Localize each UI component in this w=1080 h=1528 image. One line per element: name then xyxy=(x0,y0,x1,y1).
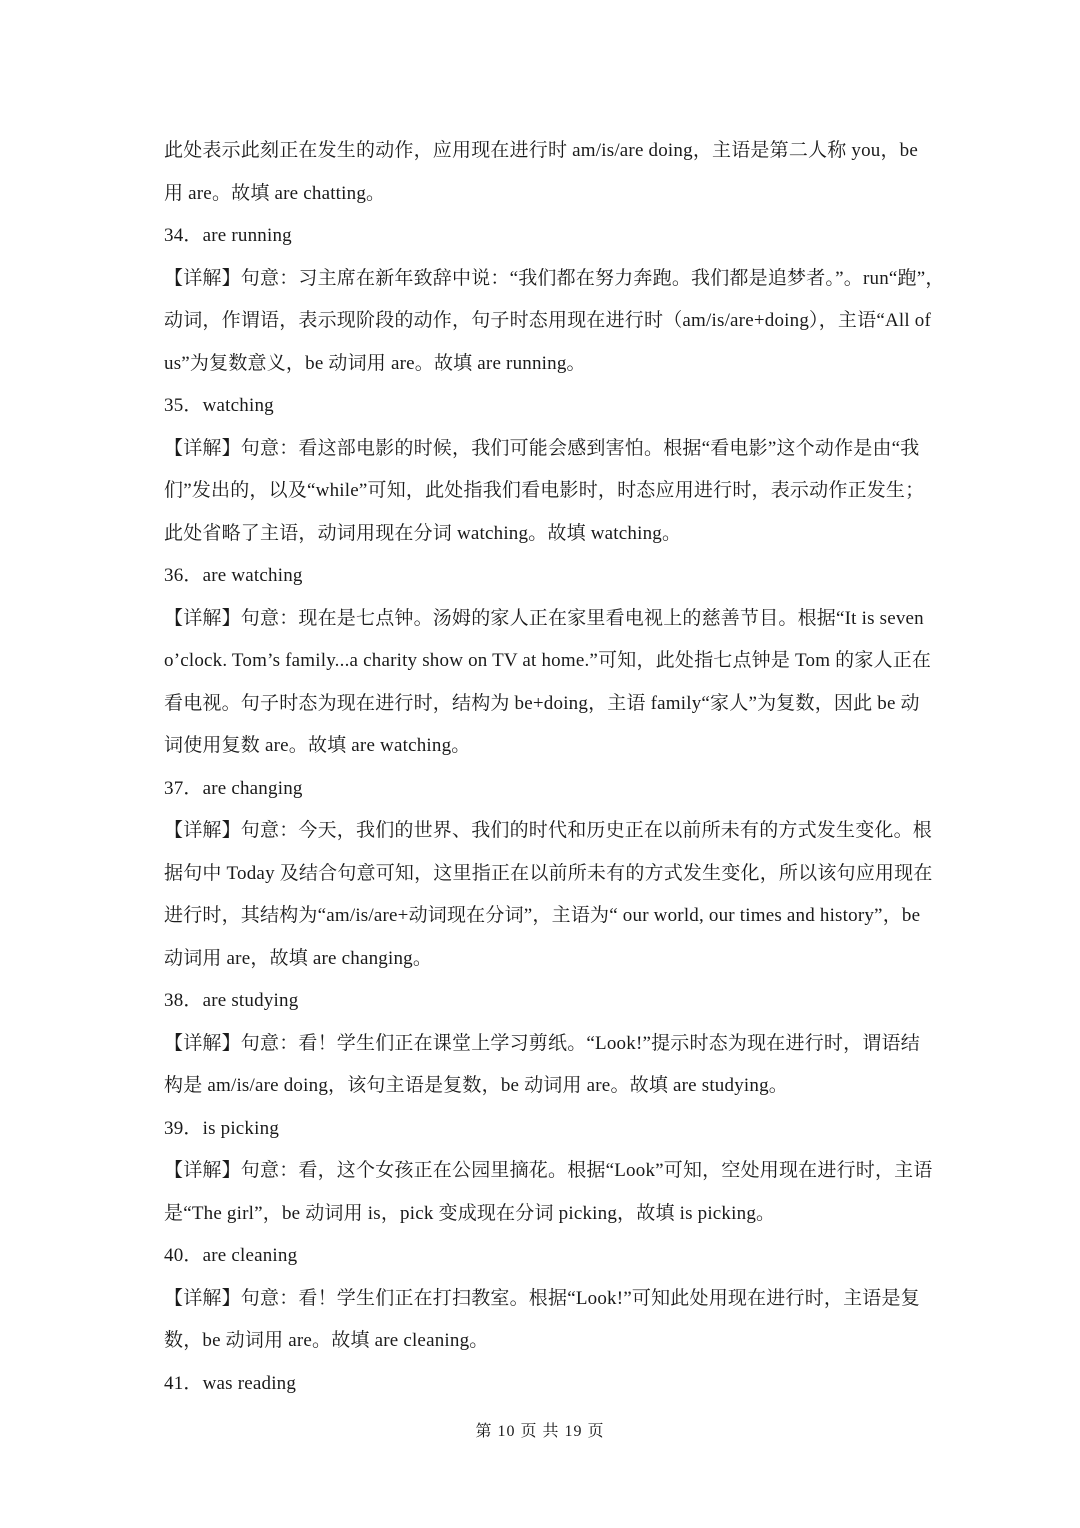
explanation-line: 【详解】句意：习主席在新年致辞中说：“我们都在努力奔跑。我们都是追梦者。”。run“跑”， xyxy=(164,267,945,289)
answer-40: 40．are cleaning xyxy=(164,1245,298,1266)
answer-38: 38．are studying xyxy=(164,990,299,1011)
explanation-line: 【详解】句意：今天，我们的世界、我们的时代和历史正在以前所未有的方式发生变化。根 xyxy=(164,820,933,841)
answer-39: 39．is picking xyxy=(164,1117,280,1139)
answer-34: 34．are running xyxy=(164,225,292,246)
answer-35: 35．watching xyxy=(164,395,274,416)
explanation-line: 【详解】句意：看这部电影的时候，我们可能会感到害怕。根据“看电影”这个动作是由“我 xyxy=(164,437,920,459)
text-line: 进行时，其结构为“am/is/are+动词现在分词”，主语为“ our world, our times and history”，be xyxy=(164,905,921,926)
explanation-line: 【详解】句意：现在是七点钟。汤姆的家人正在家里看电视上的慈善节目。根据“It is seven xyxy=(164,607,924,629)
text-line: 数，be 动词用 are。故填 are cleaning。 xyxy=(164,1330,489,1351)
text-line: 动词，作谓语，表示现阶段的动作，句子时态用现在进行时（am/is/are+doing），主语“All of xyxy=(164,310,932,331)
text-line: 们”发出的，以及“while”可知，此处指我们看电影时，时态应用进行时，表示动作正发生； xyxy=(164,480,925,501)
explanation-line: 【详解】句意：看，这个女孩正在公园里摘花。根据“Look”可知，空处用现在进行时，主语 xyxy=(164,1160,933,1181)
answer-explanations xyxy=(164,130,945,1405)
text-line: 是“The girl”，be 动词用 is，pick 变成现在分词 picking，故填 is picking。 xyxy=(164,1202,776,1224)
explanation-line: 【详解】句意：看！学生们正在课堂上学习剪纸。“Look!”提示时态为现在进行时，谓语结 xyxy=(164,1032,920,1054)
text-line: 构是 am/is/are doing，该句主语是复数，be 动词用 are。故填 are studying。 xyxy=(164,1075,788,1096)
answer-41: 41．was reading xyxy=(164,1372,297,1394)
answer-37: 37．are changing xyxy=(164,777,303,799)
text-line: us”为复数意义，be 动词用 are。故填 are running。 xyxy=(164,352,586,374)
explanation-line: 【详解】句意：看！学生们正在打扫教室。根据“Look!”可知此处用现在进行时，主语是复 xyxy=(164,1287,920,1309)
text-line: 动词用 are，故填 are changing。 xyxy=(164,947,433,969)
text-line: 词使用复数 are。故填 are watching。 xyxy=(164,735,471,756)
page-number-footer: 第 10 页 共 19 页 xyxy=(475,1423,605,1440)
text-line: 此处省略了主语，动词用现在分词 watching。故填 watching。 xyxy=(164,522,682,544)
text-line: 用 are。故填 are chatting。 xyxy=(164,182,386,204)
text-line: 据句中 Today 及结合句意可知，这里指正在以前所未有的方式发生变化，所以该句应用现在 xyxy=(164,862,933,884)
text-line: 此处表示此刻正在发生的动作，应用现在进行时 am/is/are doing，主语是第二人称 you，be xyxy=(164,140,918,161)
text-line: 看电视。句子时态为现在进行时，结构为 be+doing，主语 family“家人”为复数，因此 be 动 xyxy=(164,692,920,714)
text-line: o’clock. Tom’s family...a charity show on TV at home.”可知，此处指七点钟是 Tom 的家人正在 xyxy=(164,650,932,671)
answer-36: 36．are watching xyxy=(164,565,303,586)
